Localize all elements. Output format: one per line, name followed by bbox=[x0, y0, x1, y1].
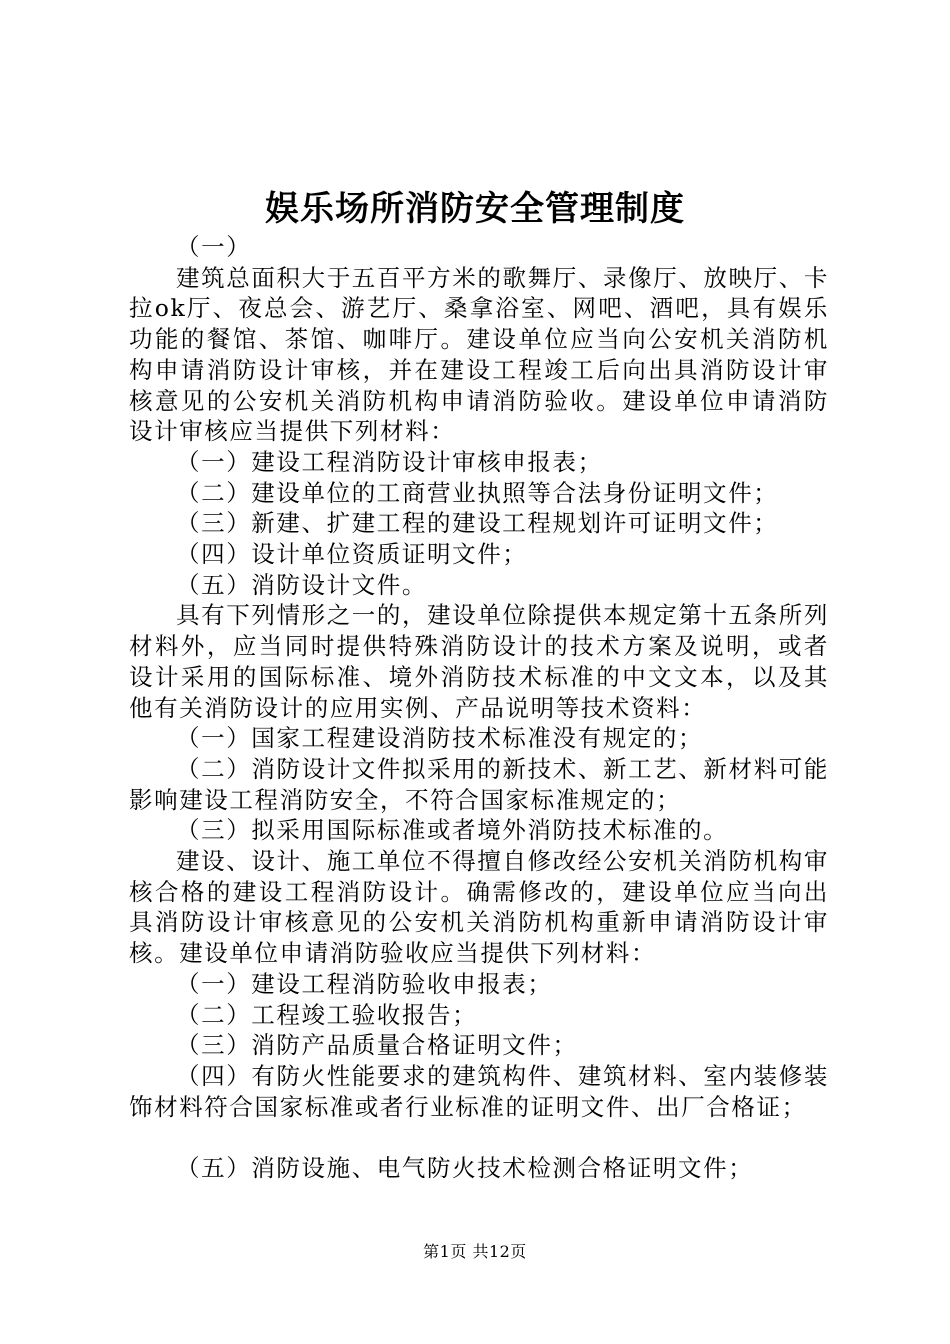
page-footer: 第1页 共12页 bbox=[423, 1242, 527, 1261]
paragraph-modification: 建设、设计、施工单位不得擅自修改经公安机关消防机构审核合格的建设工程消防设计。确需修改的，建设单位应当向出具消防设计审核意见的公安机关消防机构重新申请消防设计审核。建设单位申请消防验收应当提供下列材料： bbox=[129, 847, 829, 968]
list-item: （一）国家工程建设消防技术标准没有规定的； bbox=[176, 724, 704, 753]
list-item: （三）拟采用国际标准或者境外消防技术标准的。 bbox=[176, 816, 729, 845]
list-item: （二）消防设计文件拟采用的新技术、新工艺、新材料可能影响建设工程消防安全，不符合国家标准规定的； bbox=[129, 754, 829, 814]
list-item: （四）有防火性能要求的建筑构件、建筑材料、室内装修装饰材料符合国家标准或者行业标准的证明文件、出厂合格证； bbox=[129, 1061, 829, 1121]
list-item: （四）设计单位资质证明文件； bbox=[176, 540, 528, 569]
list-item: （二）工程竣工验收报告； bbox=[176, 1000, 478, 1029]
list-item: （三）新建、扩建工程的建设工程规划许可证明文件； bbox=[176, 509, 779, 538]
paragraph-special-cases: 具有下列情形之一的，建设单位除提供本规定第十五条所列材料外，应当同时提供特殊消防设计的技术方案及说明，或者设计采用的国际标准、境外消防技术标准的中文文本，以及其他有关消防设计的应用实例、产品说明等技术资料： bbox=[129, 601, 829, 722]
paragraph-intro: 建筑总面积大于五百平方米的歌舞厅、录像厅、放映厅、卡拉ok厅、夜总会、游艺厅、桑拿浴室、网吧、酒吧，具有娱乐功能的餐馆、茶馆、咖啡厅。建设单位应当向公安机关消防机构申请消防设计审核，并在建设工程竣工后向出具消防设计审核意见的公安机关消防机构申请消防验收。建设单位申请消防设计审核应当提供下列材料： bbox=[129, 263, 829, 446]
list-item: （五）消防设施、电气防火技术检测合格证明文件； bbox=[176, 1154, 754, 1183]
list-item: （三）消防产品质量合格证明文件； bbox=[176, 1031, 578, 1060]
list-item: （一）建设工程消防验收申报表； bbox=[176, 969, 553, 998]
document-body bbox=[129, 232, 829, 1184]
list-item: （五）消防设计文件。 bbox=[176, 570, 427, 599]
list-item: （一）建设工程消防设计审核申报表； bbox=[176, 447, 603, 476]
paragraph-heading-1: （一） bbox=[176, 233, 252, 261]
document-title: 娱乐场所消防安全管理制度 bbox=[265, 189, 685, 229]
list-item: （二）建设单位的工商营业执照等合法身份证明文件； bbox=[176, 478, 779, 507]
